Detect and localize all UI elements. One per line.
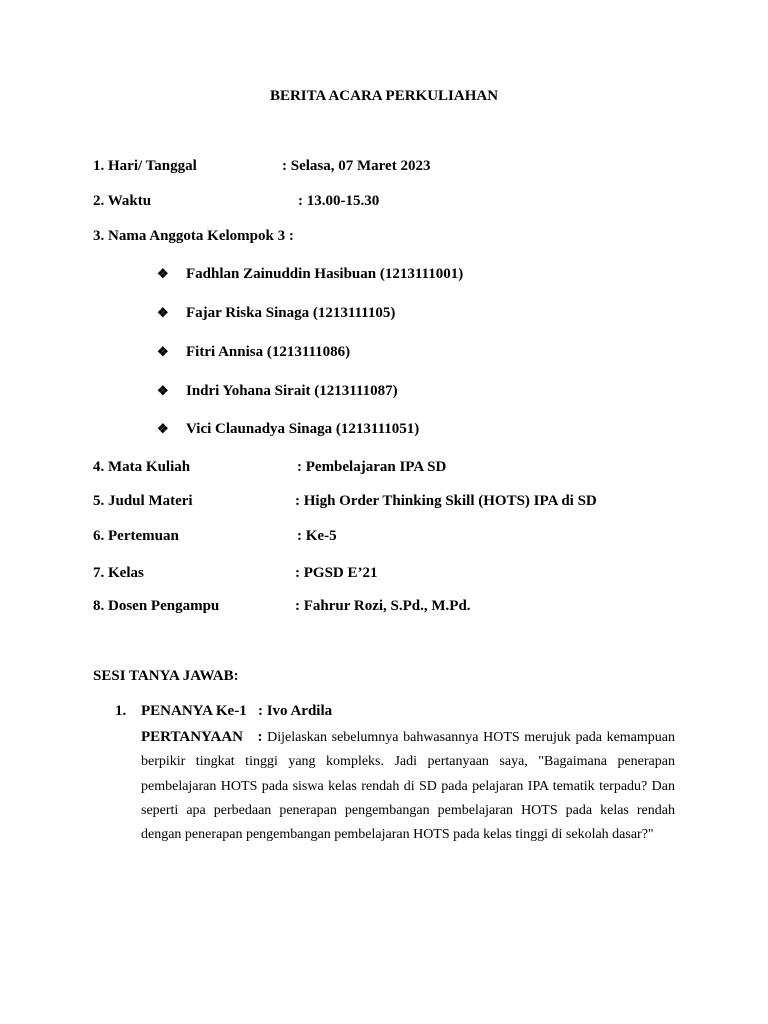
diamond-bullet-icon: ❖ xyxy=(157,421,169,436)
member-item xyxy=(157,305,395,322)
question-number: 1. xyxy=(115,703,127,719)
question-paragraph xyxy=(141,725,675,847)
field-value: : 13.00-15.30 xyxy=(298,193,380,209)
field-label: 4. Mata Kuliah xyxy=(93,459,191,475)
questioner-heading xyxy=(115,703,332,720)
field-value: : Selasa, 07 Maret 2023 xyxy=(282,158,431,174)
field-label: 5. Judul Materi xyxy=(93,493,193,509)
question-text: Dijelaskan sebelumnya bahwasannya HOTS merujuk pada kemampuan berpikir tingkat tinggi yang kompleks. Jadi pertanyaan saya, "Bagaimana penerapan pembelajaran HOTS pada siswa kelas rendah di SD pada pelajaran IPA tematik terpadu? Dan seperti apa perbedaan penerapan pengembangan pembelajaran HOTS pada kelas rendah dengan penerapan pengembangan pembelajaran HOTS pada kelas tinggi di sekolah dasar?" xyxy=(141,730,675,843)
question-label: PERTANYAAN : xyxy=(141,729,263,745)
diamond-bullet-icon: ❖ xyxy=(157,266,169,281)
field-label: 7. Kelas xyxy=(93,565,144,581)
member-item xyxy=(157,344,350,361)
member-name: Vici Claunadya Sinaga (1213111051) xyxy=(186,421,420,437)
field-label: 3. Nama Anggota Kelompok 3 : xyxy=(93,228,294,244)
field-value: : Pembelajaran IPA SD xyxy=(297,459,447,475)
member-item xyxy=(157,421,419,438)
field-value: : PGSD E’21 xyxy=(295,565,378,581)
field-value: : Fahrur Rozi, S.Pd., M.Pd. xyxy=(295,598,471,614)
diamond-bullet-icon: ❖ xyxy=(157,344,169,359)
member-item xyxy=(157,383,398,400)
member-name: Fajar Riska Sinaga (1213111105) xyxy=(186,305,396,321)
field-value: : Ke-5 xyxy=(297,528,337,544)
qa-section-title: SESI TANYA JAWAB: xyxy=(93,668,239,684)
diamond-bullet-icon: ❖ xyxy=(157,305,169,320)
field-label: 8. Dosen Pengampu xyxy=(93,598,220,614)
field-label: 2. Waktu xyxy=(93,193,152,209)
questioner-name: PENANYA Ke-1 : Ivo Ardila xyxy=(141,703,333,719)
member-name: Indri Yohana Sirait (1213111087) xyxy=(186,383,398,399)
member-item xyxy=(157,266,463,283)
field-label: 1. Hari/ Tanggal xyxy=(93,158,197,174)
document-title: BERITA ACARA PERKULIAHAN xyxy=(269,88,499,104)
member-name: Fadhlan Zainuddin Hasibuan (1213111001) xyxy=(186,266,464,282)
field-value: : High Order Thinking Skill (HOTS) IPA di SD xyxy=(295,493,597,509)
field-label: 6. Pertemuan xyxy=(93,528,179,544)
member-name: Fitri Annisa (1213111086) xyxy=(186,344,351,360)
diamond-bullet-icon: ❖ xyxy=(157,383,169,398)
